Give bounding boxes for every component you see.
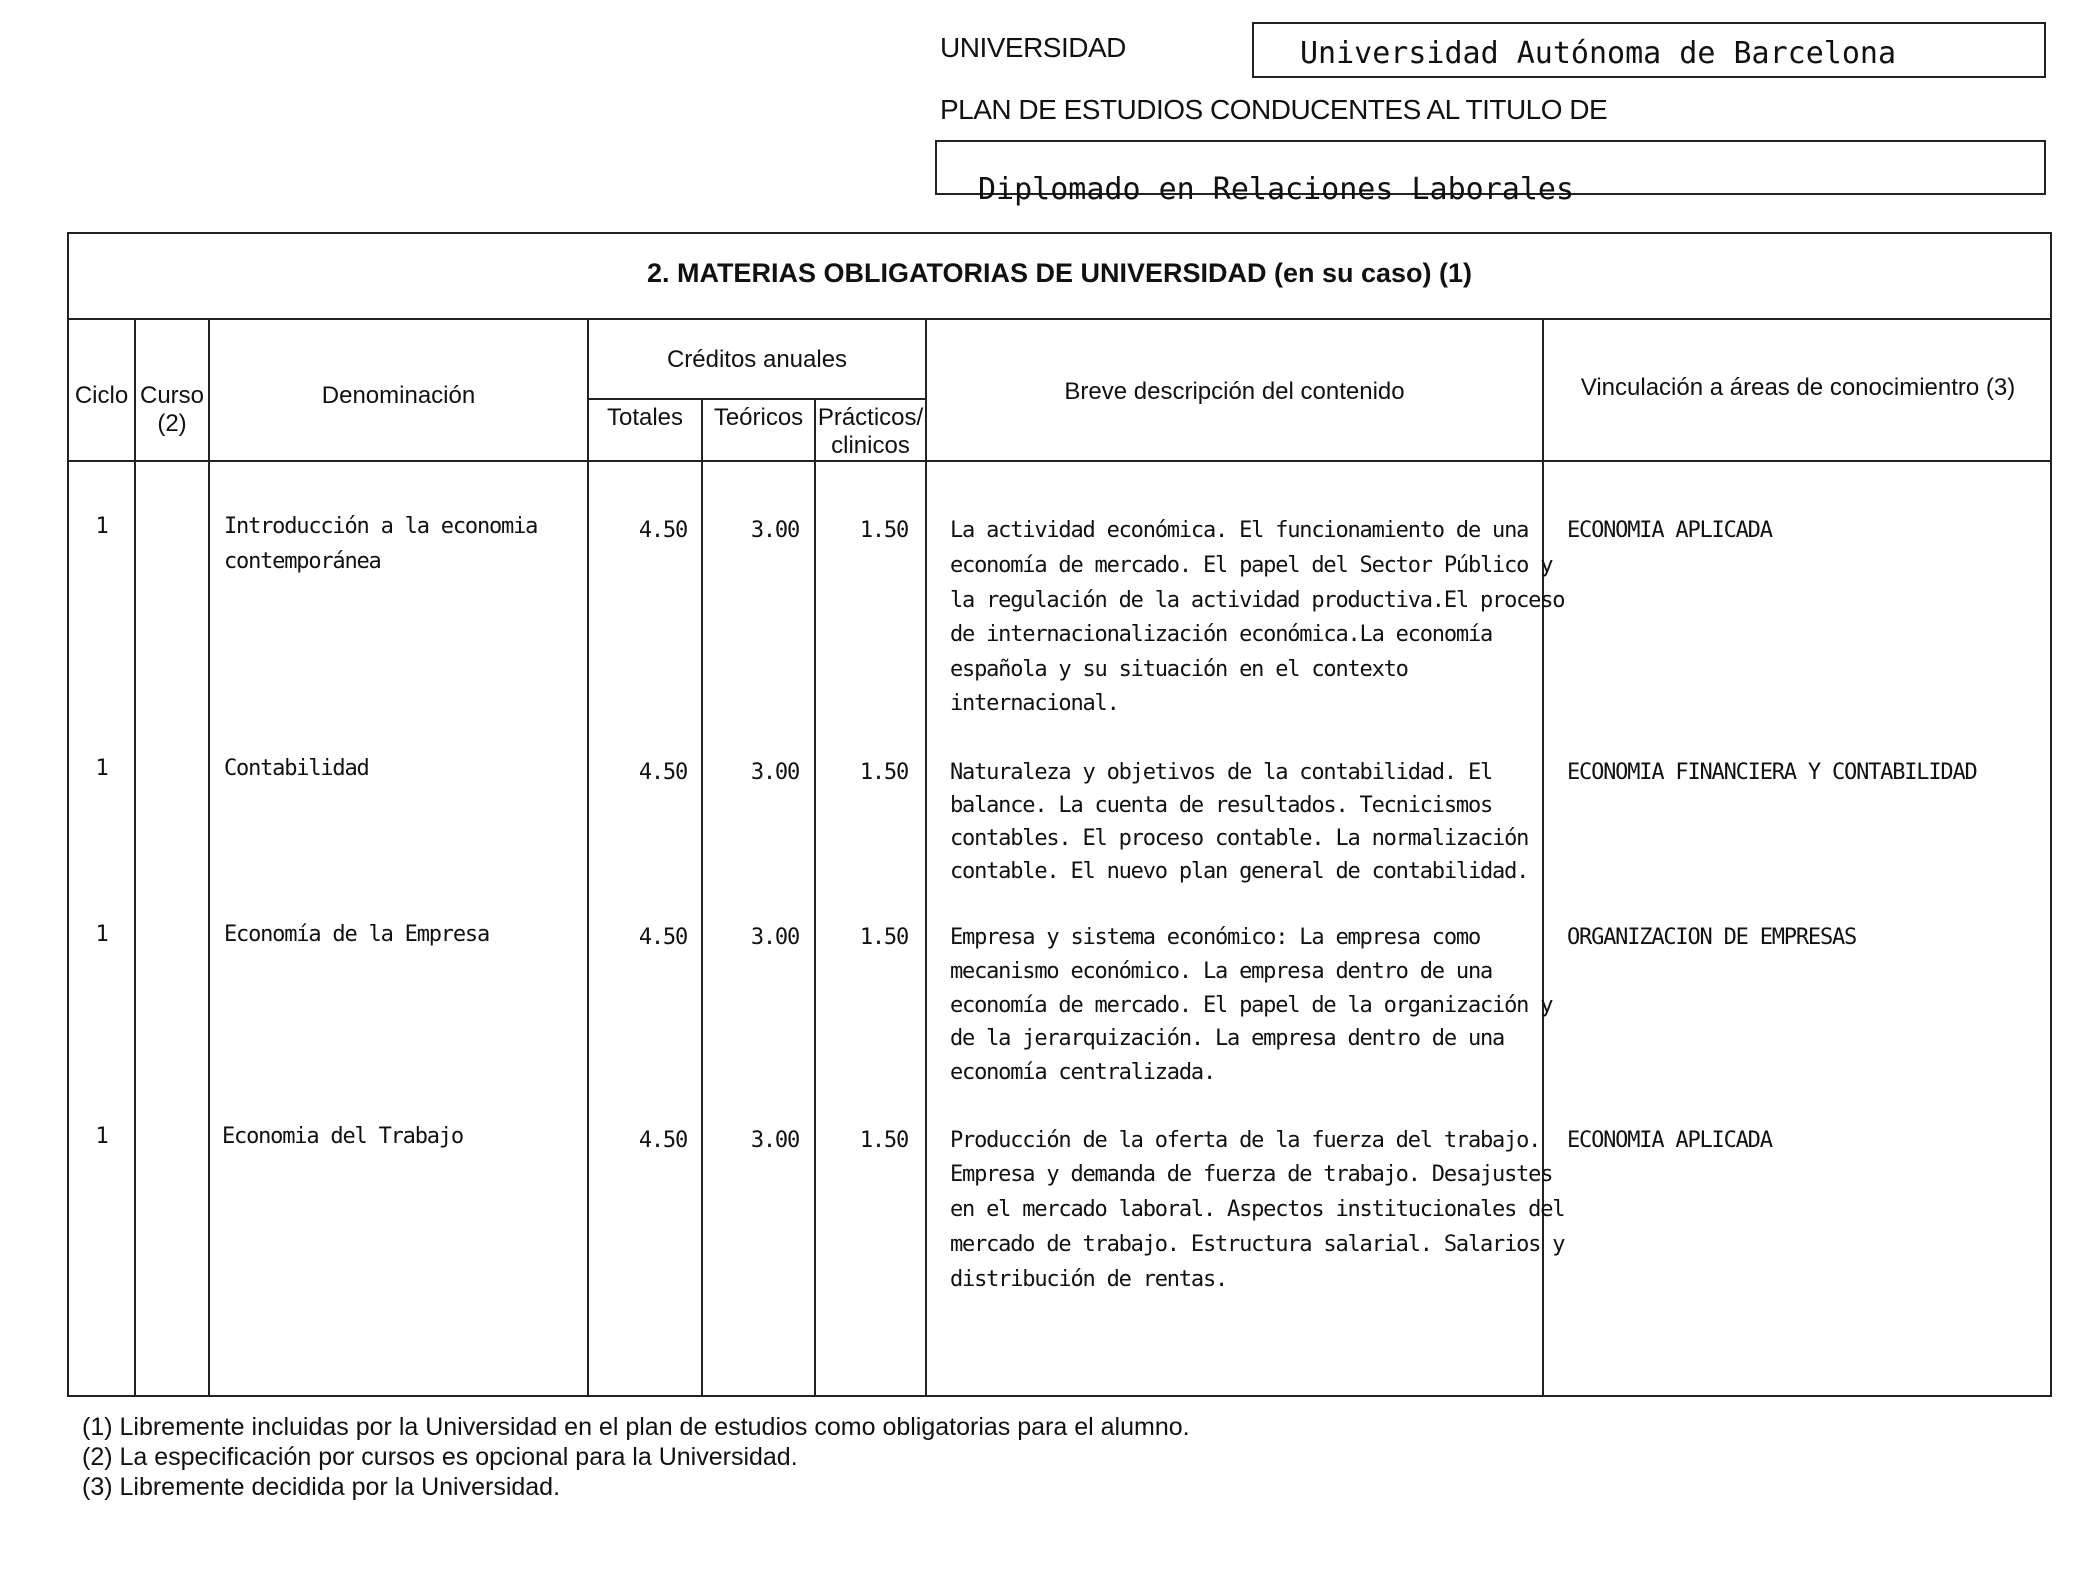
col-header-vinculacion: Vinculación a áreas de conocimientro (3) xyxy=(1580,374,2016,401)
row-3-teoricos: 3.00 xyxy=(750,925,799,950)
row-4-descripcion: en el mercado laboral. Aspectos institucionales del xyxy=(950,1197,1565,1222)
universidad-label: UNIVERSIDAD xyxy=(940,32,1126,63)
row-4-teoricos: 3.00 xyxy=(750,1128,799,1153)
row-4-ciclo: 1 xyxy=(95,1124,108,1149)
row-4-totales: 4.50 xyxy=(638,1128,687,1153)
footnote-3: (3) Libremente decidida por la Universidad. xyxy=(82,1473,561,1501)
row-1-descripcion: de internacionalización económica.La economía xyxy=(950,622,1493,647)
row-3-descripcion: economía centralizada. xyxy=(950,1060,1215,1085)
col-header-descripcion: Breve descripción del contenido xyxy=(1064,378,1405,405)
row-3-descripcion: Empresa y sistema económico: La empresa como xyxy=(950,925,1480,950)
row-2-totales: 4.50 xyxy=(638,760,687,785)
row-2-descripcion: Naturaleza y objetivos de la contabilidad. El xyxy=(950,760,1493,785)
row-1-descripcion: economía de mercado. El papel del Sector Público y xyxy=(950,553,1553,578)
row-1-ciclo: 1 xyxy=(95,514,108,539)
row-2-teoricos: 3.00 xyxy=(750,760,799,785)
row-2-practicos: 1.50 xyxy=(859,760,908,785)
universidad-value: Universidad Autónoma de Barcelona xyxy=(1300,36,1897,71)
row-3-descripcion: de la jerarquización. La empresa dentro de una xyxy=(950,1026,1505,1051)
row-2-descripcion: contables. El proceso contable. La normalización xyxy=(950,826,1529,851)
row-2-ciclo: 1 xyxy=(95,756,108,781)
col-divider xyxy=(208,318,210,1397)
row-2-area: ECONOMIA FINANCIERA Y CONTABILIDAD xyxy=(1567,760,1977,785)
row-1-descripcion: internacional. xyxy=(950,691,1119,716)
creditos-divider xyxy=(587,398,925,400)
row-2-denominacion: Contabilidad xyxy=(224,756,369,781)
row-3-ciclo: 1 xyxy=(95,922,108,947)
row-1-denominacion-2: contemporánea xyxy=(224,549,381,574)
col-header-curso-note: (2) xyxy=(157,410,187,437)
row-1-descripcion: española y su situación en el contexto xyxy=(950,657,1408,682)
row-1-denominacion: Introducción a la economia xyxy=(224,514,538,539)
col-header-totales: Totales xyxy=(606,404,684,431)
col-header-practicos-2: clinicos xyxy=(831,432,910,459)
row-4-descripcion: mercado de trabajo. Estructura salarial. Salarios y xyxy=(950,1232,1565,1257)
row-1-descripcion: La actividad económica. El funcionamiento de una xyxy=(950,518,1529,543)
plan-label: PLAN DE ESTUDIOS CONDUCENTES AL TITULO DE xyxy=(940,94,1608,125)
row-3-area: ORGANIZACION DE EMPRESAS xyxy=(1567,925,1857,950)
row-3-denominacion: Economía de la Empresa xyxy=(224,922,489,947)
footnote-1: (1) Libremente incluidas por la Universidad en el plan de estudios como obligatorias para el alumno. xyxy=(82,1413,1190,1441)
row-3-practicos: 1.50 xyxy=(859,925,908,950)
col-header-teoricos: Teóricos xyxy=(713,404,804,431)
row-4-descripcion: Empresa y demanda de fuerza de trabajo. Desajustes xyxy=(950,1162,1553,1187)
row-2-descripcion: contable. El nuevo plan general de contabilidad. xyxy=(950,859,1529,884)
row-3-descripcion: economía de mercado. El papel de la organización y xyxy=(950,993,1553,1018)
col-divider xyxy=(925,318,927,1397)
row-1-descripcion: la regulación de la actividad productiva.El proceso xyxy=(950,588,1565,613)
col-header-creditos: Créditos anuales xyxy=(666,346,848,373)
row-4-denominacion: Economia del Trabajo xyxy=(222,1124,463,1149)
col-divider xyxy=(587,318,589,1397)
titulo-value: Diplomado en Relaciones Laborales xyxy=(978,172,1575,207)
row-1-practicos: 1.50 xyxy=(859,518,908,543)
row-4-area: ECONOMIA APLICADA xyxy=(1567,1128,1772,1153)
col-divider xyxy=(134,318,136,1397)
col-header-ciclo: Ciclo xyxy=(74,382,129,409)
row-3-descripcion: mecanismo económico. La empresa dentro de una xyxy=(950,959,1493,984)
row-3-totales: 4.50 xyxy=(638,925,687,950)
title-divider xyxy=(67,318,2052,320)
col-header-curso: Curso xyxy=(139,382,205,409)
row-4-descripcion: distribución de rentas. xyxy=(950,1267,1228,1292)
row-4-practicos: 1.50 xyxy=(859,1128,908,1153)
row-1-teoricos: 3.00 xyxy=(750,518,799,543)
col-header-denominacion: Denominación xyxy=(321,382,476,409)
header-divider xyxy=(67,460,2052,462)
row-1-totales: 4.50 xyxy=(638,518,687,543)
row-1-area: ECONOMIA APLICADA xyxy=(1567,518,1772,543)
col-header-practicos: Prácticos/ xyxy=(817,404,924,431)
footnote-2: (2) La especificación por cursos es opcional para la Universidad. xyxy=(82,1443,798,1471)
table-title: 2. MATERIAS OBLIGATORIAS DE UNIVERSIDAD (en su caso) (1) xyxy=(646,258,1473,288)
row-4-descripcion: Producción de la oferta de la fuerza del trabajo. xyxy=(950,1128,1541,1153)
row-2-descripcion: balance. La cuenta de resultados. Tecnicismos xyxy=(950,793,1493,818)
